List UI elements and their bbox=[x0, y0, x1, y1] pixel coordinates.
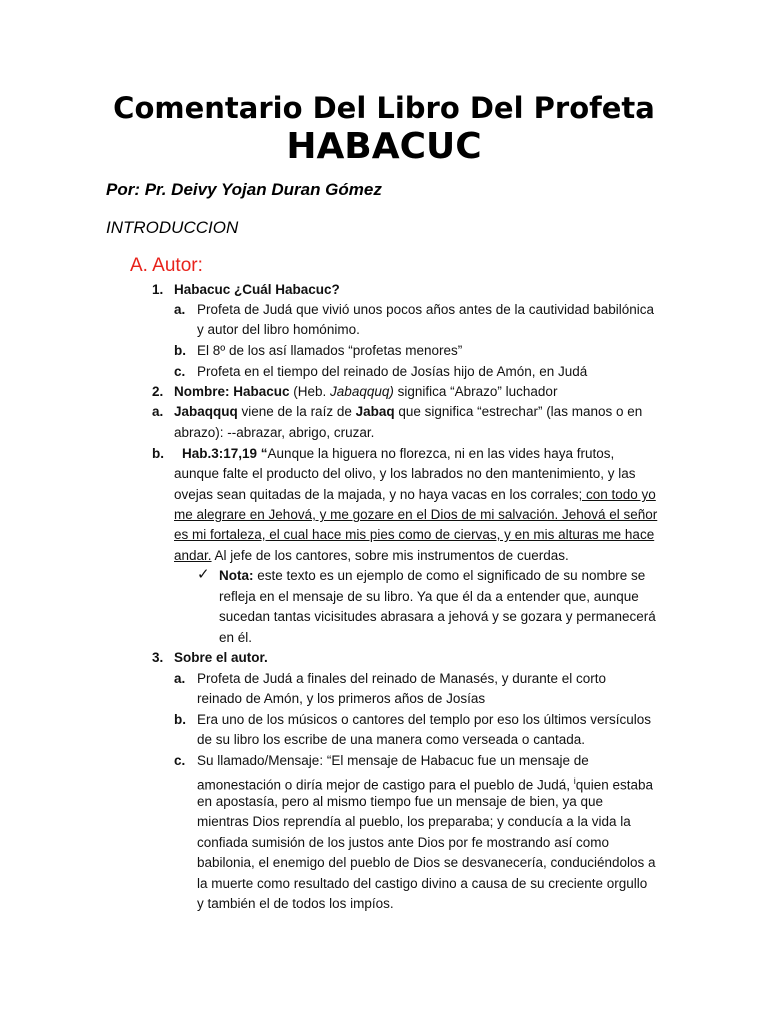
quote-line bbox=[174, 485, 656, 506]
document-title: Comentario Del Libro Del Profeta bbox=[113, 91, 655, 125]
list-item-text: Su llamado/Mensaje: “El mensaje de Habacuc fue un mensaje de bbox=[197, 753, 589, 768]
hebrew-term: Jabaqquq) bbox=[330, 384, 394, 399]
section-a-heading: A. Autor: bbox=[130, 255, 203, 276]
list-marker: b. bbox=[174, 712, 186, 727]
list-marker: 1. bbox=[152, 282, 164, 297]
text-run: este texto es un ejemplo de como el significado de su nombre se bbox=[253, 568, 646, 583]
list-marker: b. bbox=[152, 446, 164, 461]
text-run: amonestación o diría mejor de castigo para el pueblo de Judá, bbox=[197, 777, 574, 793]
list-item-text bbox=[174, 402, 642, 423]
list-marker: 3. bbox=[152, 650, 164, 665]
list-item-text: El 8º de los así llamados “profetas menores” bbox=[197, 343, 463, 358]
text-run: quien estaba bbox=[575, 777, 654, 793]
list-item-text: Profeta de Judá que vivió unos pocos años antes de la cautividad babilónica bbox=[197, 302, 655, 317]
list-item-text: babilonia, el enemigo del pueblo de Dios se desvanecería, conduciéndolos a bbox=[197, 855, 656, 870]
text-run: (Heb. bbox=[289, 384, 331, 399]
term-bold: Jabaq bbox=[355, 404, 395, 419]
list-marker: a. bbox=[174, 671, 186, 686]
text-run: que significa “estrechar” (las manos o en bbox=[394, 404, 643, 419]
list-item-text: abrazo): --abrazar, abrigo, cruzar. bbox=[174, 425, 375, 440]
list-item-text: Era uno de los músicos o cantores del templo por eso los últimos versículos bbox=[197, 712, 651, 727]
checkmark-icon: ✓ bbox=[197, 566, 210, 583]
note-label: Nota: bbox=[219, 568, 254, 583]
scripture-reference: Hab.3:17,19 “ bbox=[182, 446, 268, 461]
note-text: en él. bbox=[219, 630, 253, 645]
list-marker: 2. bbox=[152, 384, 164, 399]
list-item-text bbox=[182, 444, 614, 465]
list-item-text: Profeta de Judá a finales del reinado de Manasés, y durante el corto bbox=[197, 671, 607, 686]
list-item-text: de su libro los escribe de una manera como verseada o cantada. bbox=[197, 732, 585, 747]
list-item-text: y también el de todos los impíos. bbox=[197, 896, 394, 911]
underlined-text: ; con todo yo bbox=[578, 487, 656, 502]
list-item-text: en apostasía, pero al mismo tiempo fue un mensaje de bien, ya que bbox=[197, 794, 603, 809]
term-bold: Jabaqquq bbox=[174, 404, 238, 419]
list-item-text: confiada sumisión de los justos ante Dios por fe mostrando así como bbox=[197, 835, 609, 850]
author-line: Por: Pr. Deivy Yojan Duran Gómez bbox=[106, 180, 382, 199]
text-run: Al jefe de los cantores, sobre mis instrumentos de cuerdas. bbox=[211, 548, 569, 563]
list-marker: a. bbox=[152, 404, 164, 419]
list-item-heading: Sobre el autor. bbox=[174, 650, 268, 665]
quote-line bbox=[174, 546, 569, 567]
text-run: ovejas sean quitadas de la majada, y no haya vacas en los corrales bbox=[174, 487, 579, 502]
text-run: significa “Abrazo” luchador bbox=[393, 384, 558, 399]
text-run: Aunque la higuera no florezca, ni en las vides haya frutos, bbox=[267, 446, 615, 461]
list-marker: c. bbox=[174, 753, 186, 768]
list-item-text: y autor del libro homónimo. bbox=[197, 322, 360, 337]
note-text bbox=[219, 566, 645, 587]
document-title-main: HABACUC bbox=[286, 126, 482, 167]
list-marker: a. bbox=[174, 302, 186, 317]
list-item-text: mientras Dios reprendía al pueblo, los preparaba; y conducía a la vida la bbox=[197, 814, 631, 829]
underlined-quote-line: me alegrare en Jehová, y me gozare en el Dios de mi salvación. Jehová el señor bbox=[174, 507, 658, 522]
note-text: sucedan tantas vicisitudes abrasara a jehová y se gozara y permanecerá bbox=[219, 609, 656, 624]
underlined-quote-line: es mi fortaleza, el cual hace mis pies como de ciervas, y en mis alturas me hace bbox=[174, 527, 655, 542]
note-text: refleja en el mensaje de su libro. Ya que él da a entender que, aunque bbox=[219, 589, 639, 604]
list-item-text: reinado de Amón, y los primeros años de Josías bbox=[197, 691, 486, 706]
list-item-heading: Habacuc ¿Cuál Habacuc? bbox=[174, 282, 340, 297]
list-marker: b. bbox=[174, 343, 186, 358]
underlined-text: andar. bbox=[174, 548, 212, 563]
list-marker: c. bbox=[174, 364, 186, 379]
name-label: Nombre: Habacuc bbox=[174, 384, 290, 399]
text-run: viene de la raíz de bbox=[237, 404, 356, 419]
list-item-text: Profeta en el tiempo del reinado de Josías hijo de Amón, en Judá bbox=[197, 364, 588, 379]
footnote-marker[interactable]: i bbox=[573, 776, 576, 786]
quote-line: aunque falte el producto del olivo, y los labrados no den mantenimiento, y las bbox=[174, 466, 636, 481]
list-item-text bbox=[174, 382, 557, 403]
list-item-text: la muerte como resultado del castigo divino a causa de su creciente orgullo bbox=[197, 876, 648, 891]
introduction-heading: INTRODUCCION bbox=[106, 218, 239, 237]
